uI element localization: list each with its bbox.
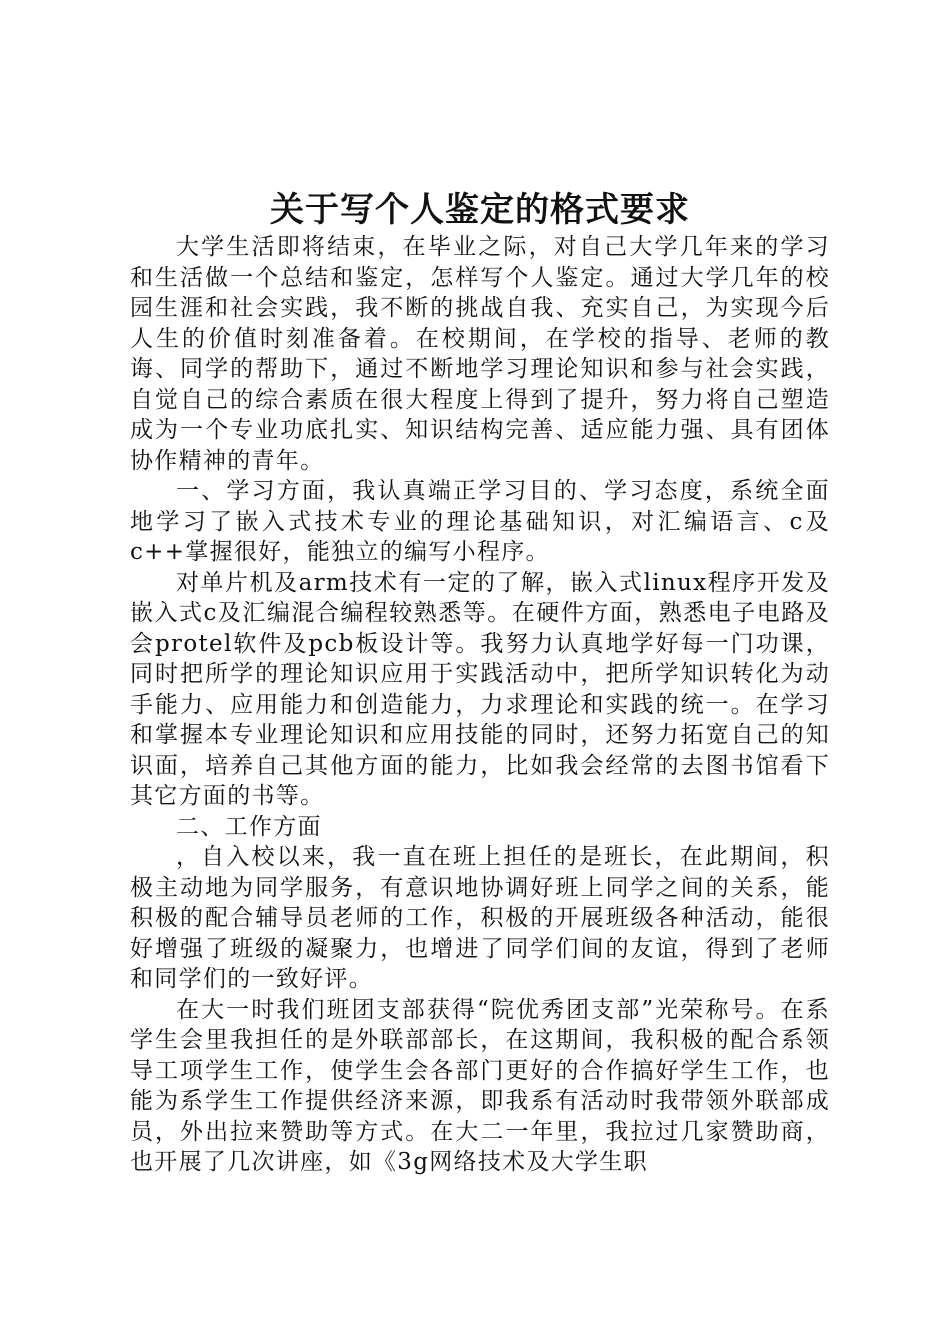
section-heading-work: 二、工作方面 (176, 813, 322, 840)
paragraph-class-monitor: ，自入校以来，我一直在班上担任的是班长，在此期间，积极主动地为同学服务，有意识地协调好班上同学之间的关系，能积极的配合辅导员老师的工作，积极的开展班级各种活动，能很好增强了班级的凝聚力，也增进了同学们间的友谊，得到了老师和同学们的一致好评。 (130, 844, 830, 992)
document-page (130, 186, 830, 1178)
paragraph-skills: 对单片机及arm技术有一定的了解，嵌入式linux程序开发及嵌入式c及汇编混合编程较熟悉等。在硬件方面，熟悉电子电路及会protel软件及pcb板设计等。我努力认真地学好每一门功课，同时把所学的理论知识应用于实践活动中，把所学知识转化为动手能力、应用能力和创造能力，力求理论和实践的统一。在学习和掌握本专业理论知识和应用技能的同时，还努力拓宽自己的知识面，培养自己其他方面的能力，比如我会经常的去图书馆看下其它方面的书等。 (130, 569, 830, 809)
paragraph-study: 一、学习方面，我认真端正学习目的、学习态度，系统全面地学习了嵌入式技术专业的理论基础知识，对汇编语言、c及c++掌握很好，能独立的编写小程序。 (130, 478, 830, 565)
paragraph-intro: 大学生活即将结束，在毕业之际，对自己大学几年来的学习和生活做一个总结和鉴定，怎样写个人鉴定。通过大学几年的校园生涯和社会实践，我不断的挑战自我、充实自己，为实现今后人生的价值时刻准备着。在校期间，在学校的指导、老师的教诲、同学的帮助下，通过不断地学习理论知识和参与社会实践，自觉自己的综合素质在很大程度上得到了提升，努力将自己塑造成为一个专业功底扎实、知识结构完善、适应能力强、具有团体协作精神的青年。 (130, 234, 830, 474)
paragraph-student-union: 在大一时我们班团支部获得“院优秀团支部”光荣称号。在系学生会里我担任的是外联部部长，在这期间，我积极的配合系领导工项学生工作，使学生会各部门更好的合作搞好学生工作，也能为系学生工作提供经济来源，即我系有活动时我带领外联部成员，外出拉来赞助等方式。在大二一年里，我拉过几家赞助商，也开展了几次讲座，如《3g网络技术及大学生职 (130, 996, 830, 1175)
document-title: 关于写个人鉴定的格式要求 (270, 190, 690, 230)
